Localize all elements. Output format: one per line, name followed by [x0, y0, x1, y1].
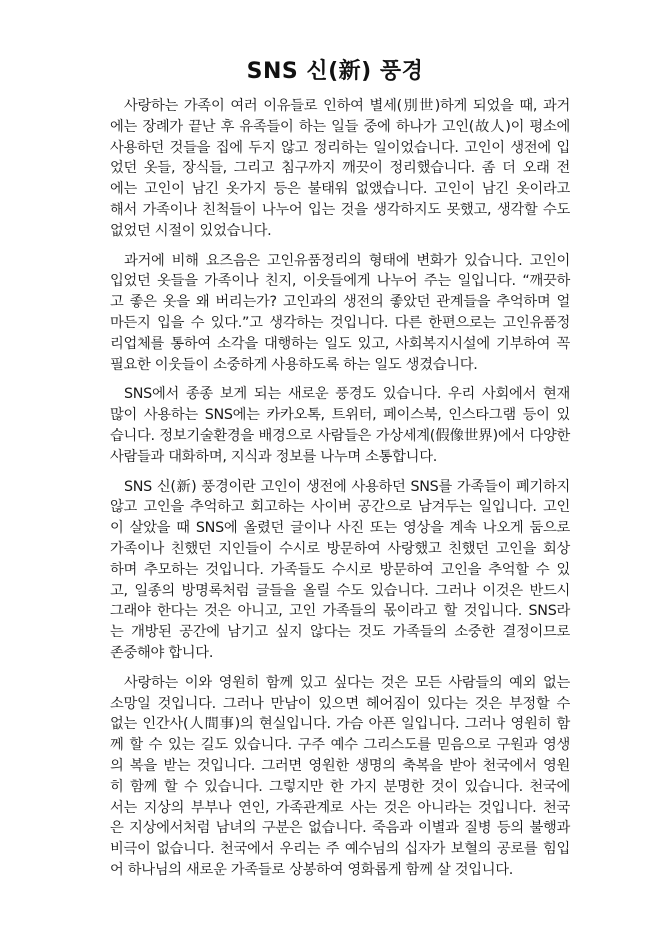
text-line: 는 개방된 공간에 남기고 싶지 않다는 것도 가족들의 소중한 결정이므로	[110, 624, 570, 641]
text-line: 서는 지상의 부부나 연인, 가족관계로 사는 것은 아니라는 것입니다. 천국	[110, 799, 570, 816]
text-line: 필요한 이웃들이 소중하게 사용하도록 하는 일도 생겼습니다.	[110, 356, 478, 373]
text-line: 존중해야 합니다.	[110, 644, 214, 661]
text-line: 에는 고인이 남긴 옷가지 등은 불태워 없앴습니다. 고인이 남긴 옷이라고	[110, 181, 570, 198]
text-line: 해서 가족이나 친척들이 나누어 입는 것을 생각하지도 못했고, 생각할 수도	[110, 201, 570, 218]
paragraph-4	[110, 477, 570, 664]
text-line: 없는 인간사(人間事)의 현실입니다. 가슴 아픈 일입니다. 그러나 영원히 함	[110, 716, 570, 733]
text-line: 비극이 없습니다. 천국에서 우리는 주 예수님의 십자가 보혈의 공로를 힘입	[110, 841, 570, 858]
text-line: 의 복을 받는 것입니다. 그러면 영원한 생명의 축복을 받아 천국에서 영원	[110, 757, 570, 774]
text-line: 께 할 수 있는 길도 있습니다. 구주 예수 그리스도를 믿음으로 구원과 영생	[110, 737, 570, 754]
text-line: 사랑하는 이와 영원히 함께 있고 싶다는 것은 모든 사람들의 예외 없는	[124, 674, 570, 691]
document-title: SNS 신(新) 풍경	[246, 59, 424, 84]
paragraph-5	[110, 673, 570, 881]
text-line: 가족이나 친했던 지인들이 수시로 방문하여 사랑했고 친했던 고인을 회상	[110, 540, 570, 557]
text-line: 에는 장례가 끝난 후 유족들이 하는 일들 중에 하나가 고인(故人)이 평소에	[110, 118, 570, 135]
paragraph-2	[110, 251, 570, 376]
text-line: 마든지 입을 수 있다.”고 생각하는 것입니다. 다른 한편으로는 고인유품정	[110, 314, 570, 331]
text-line: 그래야 한다는 것은 아니고, 고인 가족들의 몫이라고 할 것입니다. SNS라	[110, 603, 570, 620]
text-line: 않고 고인을 추억하고 회고하는 사이버 공간으로 남겨두는 일입니다. 고인	[110, 499, 570, 516]
text-line: 과거에 비해 요즈음은 고인유품정리의 형태에 변화가 있습니다. 고인이	[124, 252, 570, 269]
paragraph-1	[110, 96, 570, 242]
text-line: 소망일 것입니다. 그러나 만남이 있으면 헤어짐이 있다는 것은 부정할 수	[110, 695, 570, 712]
text-line: SNS 신(新) 풍경이란 고인이 생전에 사용하던 SNS를 가족들이 폐기하지	[124, 478, 570, 495]
text-line: 입었던 옷들을 가족이나 친지, 이웃들에게 나누어 주는 일입니다. “깨끗하	[110, 273, 570, 290]
text-line: 사람들과 대화하며, 지식과 정보를 나누며 소통합니다.	[110, 448, 437, 465]
paragraph-3	[110, 384, 570, 467]
document-body	[110, 96, 570, 890]
text-line: 고 좋은 옷을 왜 버리는가? 고인과의 생전의 좋았던 관계들을 추억하며 얼	[110, 294, 570, 311]
text-line: 사랑하는 가족이 여러 이유들로 인하여 별세(別世)하게 되었을 때, 과거	[124, 98, 570, 114]
text-line: 하며 추모하는 것입니다. 가족들도 수시로 방문하여 고인을 추억할 수 있	[110, 561, 570, 578]
text-line: SNS에서 종종 보게 되는 새로운 풍경도 있습니다. 우리 사회에서 현재	[124, 386, 570, 403]
text-line: 리업체를 통하여 소각을 대행하는 일도 있고, 사회복지시설에 기부하여 꼭	[110, 335, 570, 352]
text-line: 은 지상에서처럼 남녀의 구분은 없습니다. 죽음과 이별과 질병 등의 불행과	[110, 820, 570, 837]
text-line: 사용하던 것들을 집에 두지 않고 정리하는 일이었습니다. 고인이 생전에 입	[110, 139, 570, 156]
text-line: 많이 사용하는 SNS에는 카카오톡, 트위터, 페이스북, 인스타그램 등이 있	[110, 407, 570, 424]
text-line: 고, 일종의 방명록처럼 글들을 올릴 수도 있습니다. 그러나 이것은 반드시	[110, 582, 570, 599]
text-line: 었던 옷들, 장식들, 그리고 침구까지 깨끗이 정리했습니다. 좀 더 오래 전	[110, 160, 570, 177]
text-line: 어 하나님의 새로운 가족들로 상봉하여 영화롭게 함께 살 것입니다.	[110, 861, 513, 878]
text-line: 히 함께 할 수 있습니다. 그렇지만 한 가지 분명한 것이 있습니다. 천국에	[110, 778, 570, 795]
text-line: 이 살았을 때 SNS에 올렸던 글이나 사진 또는 영상을 계속 나오게 둠으로	[110, 520, 570, 537]
text-line: 습니다. 정보기술환경을 배경으로 사람들은 가상세계(假像世界)에서 다양한	[110, 427, 570, 444]
text-line: 없었던 시절이 있었습니다.	[110, 222, 272, 239]
